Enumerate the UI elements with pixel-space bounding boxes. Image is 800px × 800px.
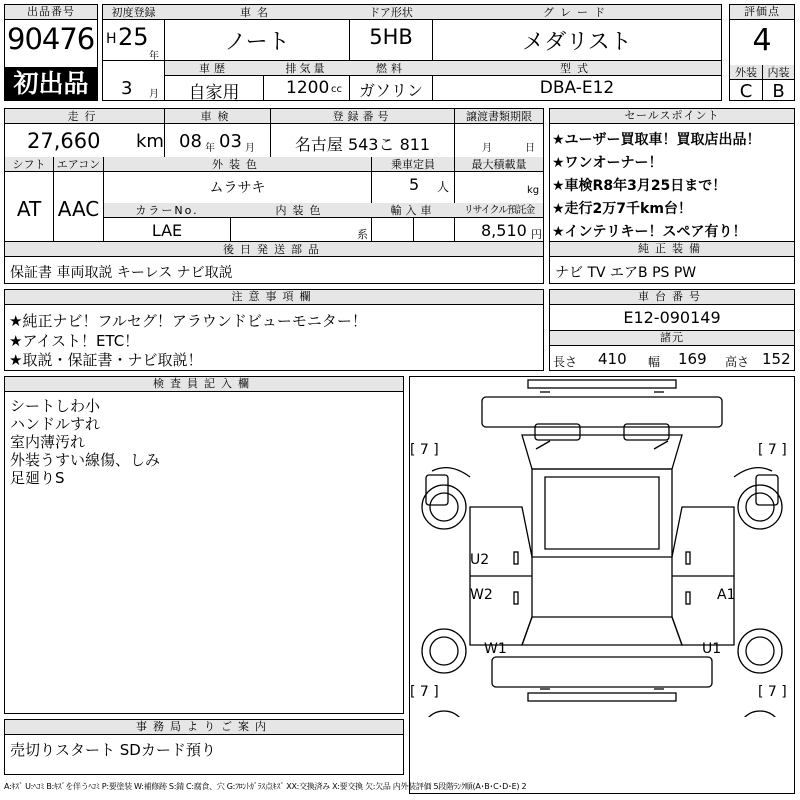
inspector-line-5: 足廻りS: [10, 469, 65, 487]
recycle-unit: 円: [531, 228, 542, 241]
office-notice-title: 事務局よりご案内: [5, 720, 403, 735]
header-row2: [102, 60, 722, 101]
recycle-fee: 8,510: [481, 221, 527, 240]
int-color-unit: 系: [357, 228, 368, 241]
grade: メダリスト: [522, 30, 632, 55]
displacement-label: 排気量: [285, 62, 328, 75]
width-label: 幅: [648, 355, 661, 369]
reg-no-label: 登録番号: [332, 110, 393, 123]
inspector-title: 検査員記入欄: [5, 377, 403, 392]
capacity: 5: [409, 175, 420, 194]
import-label: 輸入車: [390, 204, 436, 217]
mark-top-right: [ 7 ]: [758, 442, 787, 458]
mark-w2: W2: [470, 587, 493, 603]
sales-points-title: セールスポイント: [550, 109, 794, 124]
first-reg-label: 初度登録: [111, 6, 156, 19]
displacement-unit: cc: [331, 84, 342, 95]
height-value: 152: [762, 350, 791, 368]
ext-color-label: 外装色: [212, 158, 263, 171]
first-reg-month: 3: [121, 78, 133, 99]
sales-points-box: [549, 108, 795, 284]
inspector-line-3: 室内薄汚れ: [10, 433, 86, 451]
office-notice-text: 売切りスタート SDカード預り: [10, 741, 216, 759]
mark-bottom-left: [ 7 ]: [410, 684, 439, 700]
mark-top-left: [ 7 ]: [410, 442, 439, 458]
length-label: 長さ: [553, 355, 578, 369]
month-unit: 月: [149, 89, 159, 100]
equipment: ナビ TV エアB PS PW: [555, 265, 697, 281]
note-line-3: ★取説・保証書・ナビ取説！: [9, 351, 203, 369]
load-unit: kg: [527, 185, 540, 196]
door-label: ドア形状: [369, 6, 413, 19]
car-diagram-box: [409, 376, 795, 794]
mark-u1: U1: [702, 641, 722, 657]
inspector-line-2: ハンドルすれ: [10, 415, 101, 433]
door-type: 5HB: [369, 25, 413, 49]
height-label: 高さ: [725, 355, 750, 369]
legend-text: A:ｷｽﾞ U:ﾍｺﾐ B:ｷｽﾞを伴うﾍｺﾐ P:要塗装 W:補修跡 S:錆 C:腐食、穴 G:ﾌﾛﾝﾄｶﾞﾗｽ点ｷｽﾞ XX:交換済み X:要交換 欠:欠品 内外装評価 5段階ﾗﾝｸ順(A･B･C･D･E) 2: [4, 782, 527, 791]
sales-point-4: ★走行2万7千km台！: [552, 201, 692, 217]
length-value: 410: [598, 350, 627, 368]
car-name: ノート: [224, 30, 290, 55]
shift-type: AT: [16, 197, 42, 221]
max-load-label: 最大積載量: [471, 158, 527, 171]
mark-w1: W1: [484, 641, 507, 657]
car-history: 自家用: [188, 83, 240, 103]
mark-u2: U2: [470, 552, 490, 568]
aircon-type: AAC: [57, 197, 100, 221]
mark-bottom-right: [ 7 ]: [758, 684, 787, 700]
first-reg-year: 25: [118, 23, 149, 51]
chassis-number: E12-090149: [623, 308, 721, 327]
insp-month-unit: 月: [245, 143, 255, 154]
fuel-label: 燃料: [376, 62, 406, 75]
transfer-label: 譲渡書類期限: [466, 110, 532, 123]
score-box: [729, 4, 795, 101]
exterior-grade: C: [739, 81, 753, 102]
transfer-day-unit: 日: [525, 143, 535, 154]
interior-label: 内装: [767, 66, 790, 79]
inspection-label: 車検: [200, 110, 235, 123]
year-unit: 年: [149, 51, 159, 62]
fuel: ガソリン: [358, 81, 423, 100]
lot-number-box: [4, 4, 98, 101]
sales-point-1: ★ユーザー買取車！買取店出品！: [552, 132, 761, 148]
sales-point-5: ★インテリキー！スペア有り！: [552, 224, 747, 240]
history-label: 車歴: [199, 62, 229, 75]
lot-number: 90476: [7, 22, 95, 56]
overall-score: 4: [752, 23, 772, 58]
recycle-label: リサイクル預託金: [463, 205, 535, 216]
later-parts-label: 後日発送部品: [223, 243, 325, 256]
score-label: 評価点: [730, 5, 794, 20]
office-notice-box: [4, 719, 404, 775]
sales-point-3: ★車検R8年3月25日まで！: [552, 178, 727, 194]
era: H: [106, 31, 117, 47]
registration-number: 名古屋 543こ 811: [294, 135, 431, 154]
mileage: 27,660: [27, 129, 101, 153]
chassis-box: [549, 289, 795, 371]
first-listing-text: 初出品: [13, 69, 89, 98]
aircon-label: エアコン: [56, 158, 101, 171]
lot-number-label: 出品番号: [5, 5, 97, 20]
int-color-label: 内装色: [275, 204, 327, 217]
insp-year: 08: [179, 131, 202, 152]
chassis-title: 車台番号: [550, 290, 794, 305]
mark-a1: A1: [717, 587, 736, 603]
color-number: LAE: [151, 221, 183, 240]
width-value: 169: [678, 350, 707, 368]
equipment-title: 純正装備: [550, 242, 794, 257]
capacity-label: 乗車定員: [391, 158, 435, 171]
capacity-unit: 人: [437, 180, 450, 194]
inspector-line-1: シートしわ小: [10, 397, 101, 415]
spec-block: [4, 108, 544, 284]
interior-grade: B: [772, 81, 785, 102]
sales-point-2: ★ワンオーナー！: [552, 155, 663, 171]
notes-title: 注意事項欄: [5, 290, 543, 305]
model-code: DBA-E12: [539, 78, 615, 98]
grade-label: グレード: [543, 6, 611, 19]
transfer-month-unit: 月: [482, 143, 492, 154]
notes-box: [4, 289, 544, 371]
car-outline-diagram: [410, 377, 794, 717]
displacement: 1200: [286, 78, 330, 98]
model-label: 型式: [560, 62, 594, 75]
note-line-1: ★純正ナビ！フルセグ！アラウンドビューモニター！: [9, 312, 367, 330]
inspector-box: [4, 376, 404, 714]
shift-label: シフト: [12, 158, 46, 171]
mileage-label: 走行: [67, 110, 102, 123]
insp-month: 03: [219, 131, 242, 152]
exterior-color: ムラサキ: [209, 180, 266, 196]
insp-year-unit: 年: [205, 143, 215, 154]
car-name-label: 車名: [240, 6, 274, 19]
later-parts: 保証書 車両取説 キーレス ナビ取説: [10, 265, 233, 281]
mileage-unit: km: [136, 131, 164, 152]
note-line-2: ★アイスト！ETC！: [9, 332, 140, 350]
dims-title: 諸元: [550, 331, 794, 346]
exterior-label: 外装: [735, 66, 757, 79]
color-no-label: カラーNo.: [135, 204, 199, 217]
header-row1: [102, 4, 722, 61]
inspector-line-4: 外装うすい線傷、しみ: [10, 451, 161, 469]
